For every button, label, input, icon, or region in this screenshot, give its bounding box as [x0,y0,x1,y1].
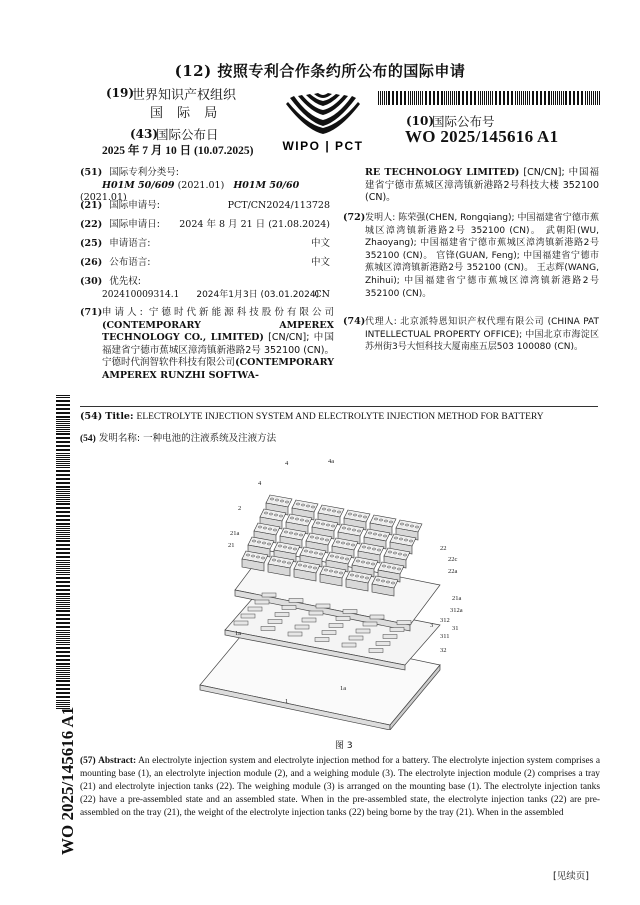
document-title: (12) 按照专利合作条约所公布的国际申请 [174,62,466,80]
field-applicant-cont: RE TECHNOLOGY LIMITED) [CN/CN]; 中国福建省宁德市蕉城区漳湾镇新港路2号科技大楼 352100 (CN)。 [365,167,599,204]
pubno-label: 国际公布号 [432,114,495,129]
figure-caption: 图 3 [335,741,353,751]
figure-ref-label: 4 [258,480,262,487]
figure-ref-label: 22 [440,545,447,552]
org-name: 世界知识产权组织 [132,88,237,103]
figure-ref-label: 1a [340,685,347,692]
field-priority: (30) 优先权: 202410009314.1 2024年1月3日 (03.01.2024) CN [80,276,330,300]
field-inventor: (72) 发明人: 陈荣强(CHEN, Rongqiang); 中国福建省宁德市蕉城区漳湾镇新港路2号 352100 (CN)。 武朝阳(WU, Zhaoyang); 中国福建省宁德市蕉城区漳湾镇新港路2号 352100 (CN)。 官锋(GUAN, Feng); 中国福建省宁德市蕉城区漳湾镇新港路2号 352100 (CN)。 王志辉(WANG, Zhihui); 中国福建省宁德市蕉城区漳湾镇新港路2号 352100 (CN)。 [343,212,599,299]
field-pub-lang: (26) 公布语言: 中文 [80,257,330,268]
pubno-num: (10) [406,114,435,128]
figure-ref-label: 22a [448,568,458,575]
title-en: (54) Title: ELECTROLYTE INJECTION SYSTEM AND ELECTROLYTE INJECTION METHOD FOR BATTERY [80,411,544,422]
figure-ref-label: 21a [452,595,462,602]
field-applicant: (71) 申请人: 宁德时代新能源科技股份有限公司(CONTEMPORARY AMPEREX TECHNOLOGY CO., LIMITED) [CN/CN]; 中国福建省宁德市蕉城区漳湾镇新港路2号 352100 (CN)。宁德时代润智软件科技有限公司(CONTEMPORARY AMPEREX RUNZHI SOFTWA- [80,307,334,381]
figure-ref-label: 4a [328,458,335,465]
pubdate-label: 国际公布日 [156,127,219,142]
pubdate: 2025 年 7 月 10 日 (10.07.2025) [102,145,254,157]
figure-ref-label: 21a [230,530,240,537]
side-publication-number: WO 2025/145616 A1 [58,706,77,855]
continued-note: [见续页] [553,871,589,882]
field-agent: (74) 代理人: 北京派特恩知识产权代理有限公司 (CHINA PAT INTELLECTUAL PROPERTY OFFICE); 中国北京市海淀区苏州街3号大恒科技大厦南座五层503 100080 (CN)。 [343,316,599,353]
figure-ref-label: 32 [440,647,447,654]
figure-ref-label: 22c [448,556,458,563]
pubdate-num: (43) [130,127,159,141]
logo-text: WIPO | PCT [282,139,364,153]
field-filing-date: (22) 国际申请日: 2024 年 8 月 21 日 (21.08.2024) [80,219,330,230]
field-ipc: (51) 国际专利分类号: H01M 50/609 (2021.01) H01M 50/60 (2021.01) [80,167,300,203]
figure-ref-label: 311 [440,633,450,640]
separator [80,406,598,407]
field-filing-lang: (25) 申请语言: 中文 [80,238,330,249]
wipo-logo [268,92,378,154]
office-name: 国 际 局 [150,106,223,121]
figure-ref-label: 3 [430,622,434,629]
figure-ref-label: 1 [285,698,289,705]
patent-figure [190,455,490,730]
figure-ref-label: 312a [450,607,463,614]
figure-ref-label: 31 [452,625,459,632]
figure-ref-label: 21 [228,542,235,549]
field-app-no: (21) 国际申请号: PCT/CN2024/113728 [80,200,330,211]
figure-ref-label: 2 [238,505,242,512]
figure-ref-label: 1a [235,630,242,637]
barcode-left [56,395,70,710]
barcode-top [378,90,600,104]
abstract: (57) Abstract: An electrolyte injection system and electrolyte injection method for a battery. The electrolyte injection system comprises a mounting base (1), an electrolyte injection module (2), and a weighing module (3). The electrolyte injection module (2) comprises a tray (21) and electrolyte injection tanks (22). The weighing module (3) is arranged on the mounting base (1). The electrolyte injection tanks (22) have a pre-assembled state and an assembled state. When in the pre-assembled state, the electrolyte injection tanks (22) are pre-assembled on the tray (21), the weight of the electrolyte injection tanks (22) being borne by the tray (21). When in the assembled [80,756,601,818]
title-cn: (54) 发明名称: 一种电池的注液系统及注液方法 [80,433,277,444]
publication-number: WO 2025/145616 A1 [405,127,559,146]
figure-ref-label: 312 [440,617,450,624]
org-num: (19) [106,86,135,100]
figure-ref-label: 4 [285,460,289,467]
